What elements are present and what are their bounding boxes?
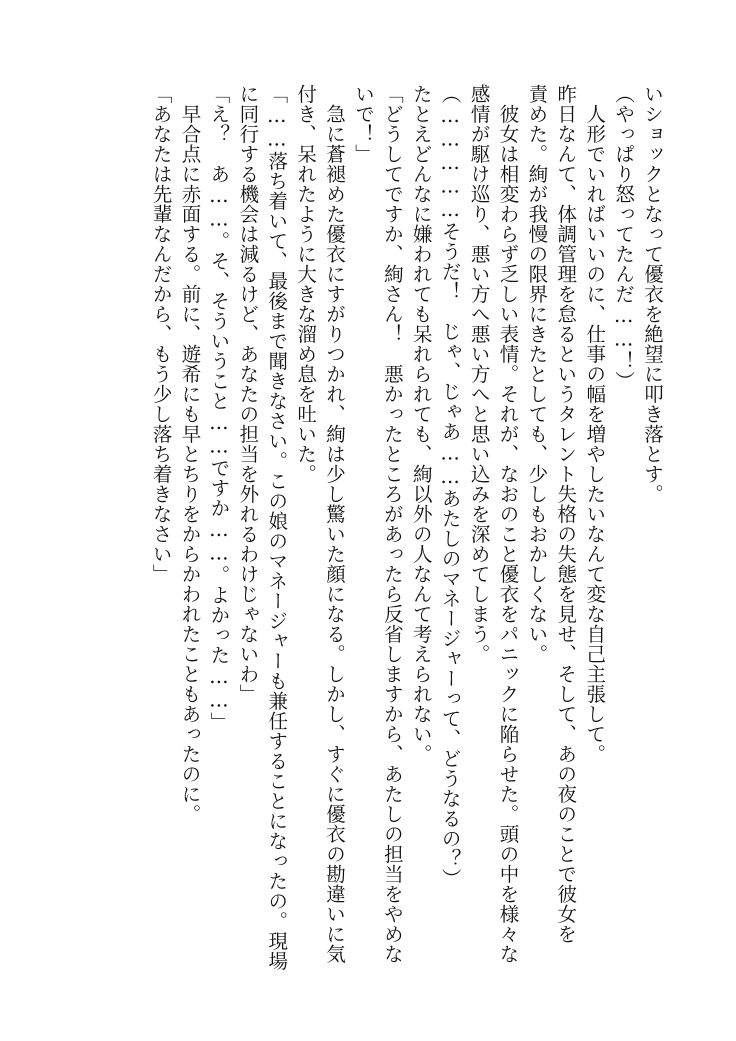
text-line: いショックとなって優衣を絶望に叩き落とす。 (641, 84, 664, 504)
text-line: （……………そうだ！ じゃ、じゃあ……あたしのマネージャーって、どうなるの？） (438, 84, 462, 889)
text-line: 人形でいればいいのに、仕事の幅を増やしたいなんて変な自己主張して。 (583, 84, 607, 764)
text-line: 「あなたは先輩なんだから、もう少し落ち着きなさい」 (149, 84, 173, 584)
text-line: たとえどんなに嫌われても呆れられても、絢以外の人なんて考えられない。 (409, 84, 433, 764)
text-line: 急に蒼褪めた優衣にすがりつかれ、絢は少し驚いた顔になる。しかし、すぐに優衣の勘違いに気 (323, 84, 347, 964)
text-line: 彼女は相変わらず乏しい表情。それが、なおのこと優衣をパニックに陥らせた。頭の中を様々な (496, 84, 520, 964)
text-line: 「え？ あ……。そ、そういうこと……ですか……。よかった……」 (207, 84, 231, 732)
text-line: （やっぱり怒ってたんだ……！） (612, 84, 636, 391)
text-line: 「どうしてですか、絢さん！ 悪かったところがあったら反省しますから、あたしの担当をやめな (380, 84, 404, 964)
text-line: に同行する機会は減るけど、あなたの担当を外れるわけじゃないわ」 (236, 84, 260, 704)
text-line: 付き、呆れたように大きな溜め息を吐いた。 (294, 84, 318, 484)
text-line: 「……落ち着いて、最後まで聞きなさい。この娘のマネージャーも兼任することになったの。現場 (265, 84, 289, 971)
vertical-text-body (146, 84, 666, 971)
text-line: 昨日なんて、体調管理を怠るというタレント失格の失態を見せ、そして、あの夜のことで彼女を (554, 84, 578, 944)
text-line: 感情が駆け巡り、悪い方へ悪い方へと思い込みを深めてしまう。 (467, 84, 491, 664)
text-line: いで！」 (351, 84, 375, 164)
text-line: 早合点に赤面する。前に、遊希にも早とちりをからかわれたこともあったのに。 (178, 84, 202, 824)
text-line: 責めた。絢が我慢の限界にきたとしても、少しもおかしくない。 (525, 84, 549, 664)
